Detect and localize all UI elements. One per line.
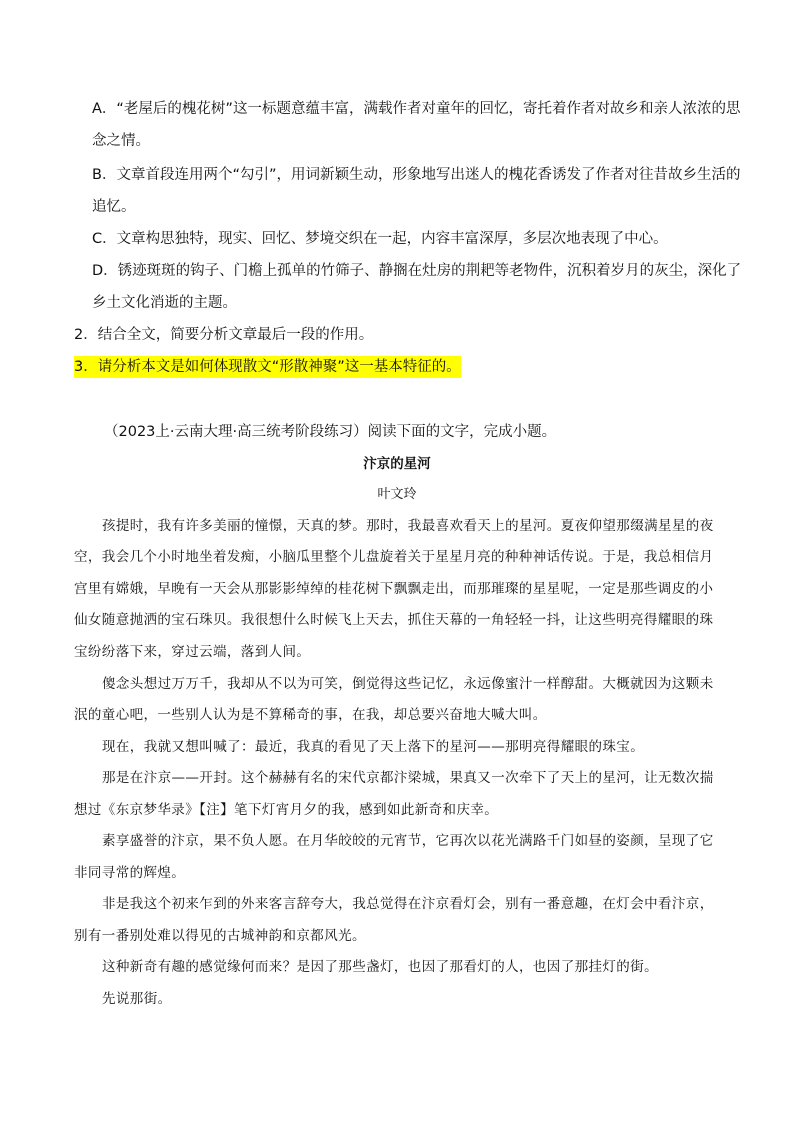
passage-line: 想过《东京梦华录》【注】笔下灯宵月夕的我，感到如此新奇和庆幸。 <box>74 802 499 818</box>
question-3-highlighted: 3．请分析本文是如何体现散文“形散神聚”这一基本特征的。 <box>74 356 461 378</box>
passage-line: 宫里有嫦娥，早晚有一天会从那影影绰绰的桂花树下飘飘走出，而那璀璨的星星呢，一定是那些调皮的小 <box>74 581 714 597</box>
question-2: 2．结合全文，简要分析文章最后一段的作用。 <box>74 327 374 343</box>
passage-line: 那是在汴京——开封。这个赫赫有名的宋代京都汴梁城，果真又一次牵下了天上的星河，让无数次揣 <box>102 770 714 786</box>
passage-line: 傻念头想过万万千，我却从不以为可笑，倒觉得这些记忆，永远像蜜汁一样醇甜。大概就因为这颗未 <box>102 676 714 692</box>
passage-line: 现在，我就又想叫喊了：最近，我真的看见了天上落下的星河——那明亮得耀眼的珠宝。 <box>102 739 645 755</box>
passage-line: 非同寻常的辉煌。 <box>74 865 186 881</box>
option-a-line-2: 念之情。 <box>92 133 150 149</box>
option-d-line-1: D．锈迹斑斑的钩子、门檐上孤单的竹筛子、静搁在灶房的荆耙等老物件，沉积着岁月的灰尘，深化了 <box>92 263 742 279</box>
option-b-line-2: 追忆。 <box>92 199 136 215</box>
passage-line: 宝纷纷落下来，穿过云端，落到人间。 <box>74 644 311 660</box>
passage-author: 叶文玲 <box>377 487 417 502</box>
passage-line: 空，我会几个小时地坐着发痴，小脑瓜里整个儿盘旋着关于星星月亮的种种神话传说。于是，我总相信月 <box>74 549 714 565</box>
option-a-line-1: A．“老屋后的槐花树”这一标题意蕴丰富，满载作者对童年的回忆，寄托着作者对故乡和亲人浓浓的思 <box>92 101 741 117</box>
passage-line: 先说那街。 <box>102 991 172 1007</box>
passage-source: （2023上·云南大理·高三统考阶段练习）阅读下面的文字，完成小题。 <box>104 424 557 440</box>
option-c: C．文章构思独特，现实、回忆、梦境交织在一起，内容丰富深厚，多层次地表现了中心。 <box>92 231 668 247</box>
passage-line: 这种新奇有趣的感觉缘何而来？是因了那些盏灯，也因了那看灯的人，也因了那挂灯的街。 <box>102 959 658 975</box>
passage-line: 非是我这个初来乍到的外来客言辞夸大，我总觉得在汴京看灯会，别有一番意趣，在灯会中看汴京， <box>102 896 714 912</box>
passage-line: 仙女随意抛洒的宝石珠贝。我很想什么时候飞上天去，抓住天幕的一角轻轻一抖，让这些明亮得耀眼的珠 <box>74 612 714 628</box>
option-d-line-2: 乡土文化消逝的主题。 <box>92 295 237 311</box>
option-b-line-1: B．文章首段连用两个“勾引”，用词新颖生动，形象地写出迷人的槐花香诱发了作者对往昔故乡生活的 <box>92 167 741 183</box>
passage-line: 素享盛誉的汴京，果不负人愿。在月华皎皎的元宵节，它再次以花光满路千门如昼的姿颜，呈现了它 <box>102 833 714 849</box>
passage-line: 孩提时，我有许多美丽的憧憬，天真的梦。那时，我最喜欢看天上的星河。夏夜仰望那缀满星星的夜 <box>102 518 714 534</box>
passage-line: 别有一番别处难以得见的古城神韵和京都风光。 <box>74 928 366 944</box>
passage-title: 汴京的星河 <box>363 456 431 472</box>
passage-line: 泯的童心吧，一些别人认为是不算稀奇的事，在我，却总要兴奋地大喊大叫。 <box>74 707 547 723</box>
